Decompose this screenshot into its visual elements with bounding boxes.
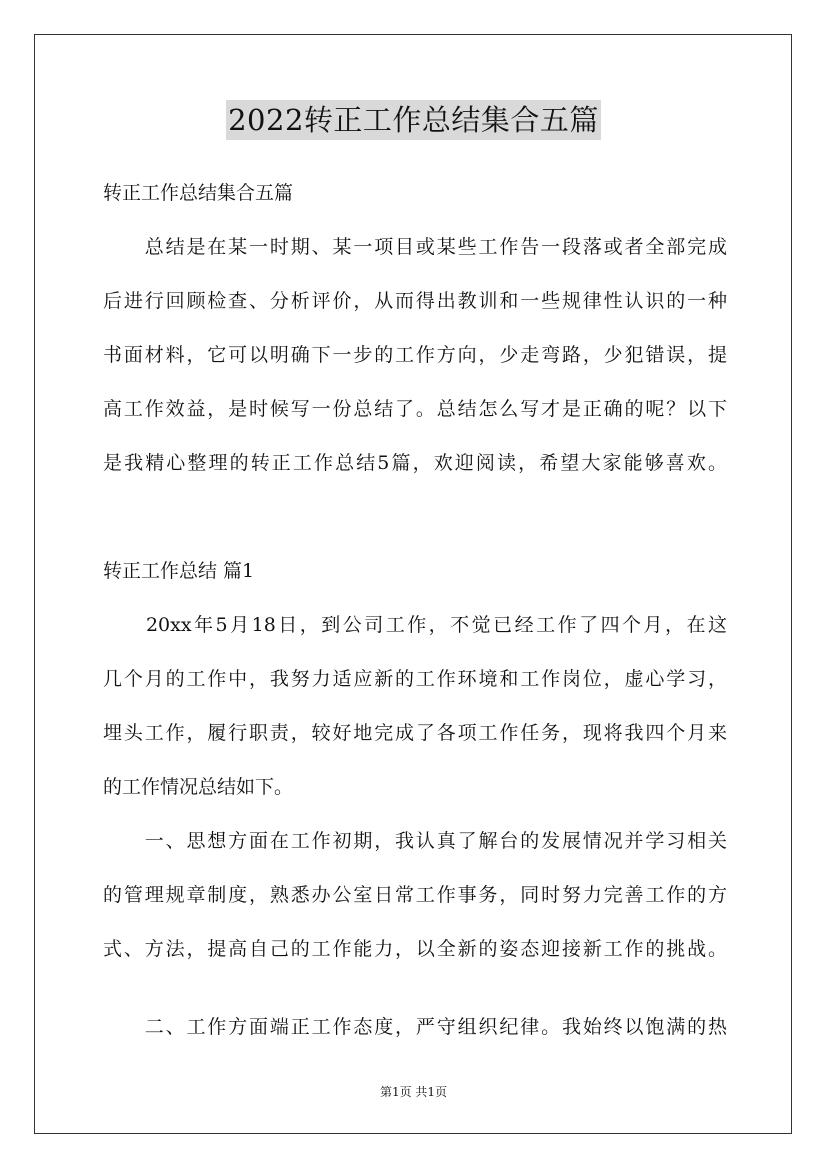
paragraph-line: 是我精心整理的转正工作总结5篇，欢迎阅读，希望大家能够喜欢。	[103, 452, 727, 474]
paragraph-line: 式、方法，提高自己的工作能力，以全新的姿态迎接新工作的挑战。	[103, 938, 727, 960]
paragraph-line: 的管理规章制度，熟悉办公室日常工作事务，同时努力完善工作的方	[103, 884, 727, 906]
paragraph-line: 的工作情况总结如下。	[103, 776, 294, 798]
subtitle-line: 转正工作总结集合五篇	[103, 182, 294, 204]
paragraph-line: 后进行回顾检查、分析评价，从而得出教训和一些规律性认识的一种	[103, 290, 727, 312]
paragraph-line: 20xx年5月18日，到公司工作，不觉已经工作了四个月，在这	[103, 614, 727, 636]
document-title: 2022转正工作总结集合五篇	[226, 100, 601, 140]
paragraph-line: 几个月的工作中，我努力适应新的工作环境和工作岗位，虚心学习，	[103, 668, 727, 690]
paragraph-line: 埋头工作，履行职责，较好地完成了各项工作任务，现将我四个月来	[103, 722, 727, 744]
section-heading: 转正工作总结 篇1	[103, 560, 255, 582]
paragraph-line: 高工作效益，是时候写一份总结了。总结怎么写才是正确的呢？以下	[103, 398, 727, 420]
paragraph-line: 一、思想方面在工作初期，我认真了解台的发展情况并学习相关	[103, 830, 727, 852]
page-footer: 第1页 共1页	[379, 1085, 448, 1099]
title-container	[0, 100, 827, 140]
paragraph-line: 书面材料，它可以明确下一步的工作方向，少走弯路，少犯错误，提	[103, 344, 727, 366]
paragraph-line: 总结是在某一时期、某一项目或某些工作告一段落或者全部完成	[103, 236, 727, 258]
paragraph-line: 二、工作方面端正工作态度，严守组织纪律。我始终以饱满的热	[103, 1016, 727, 1038]
